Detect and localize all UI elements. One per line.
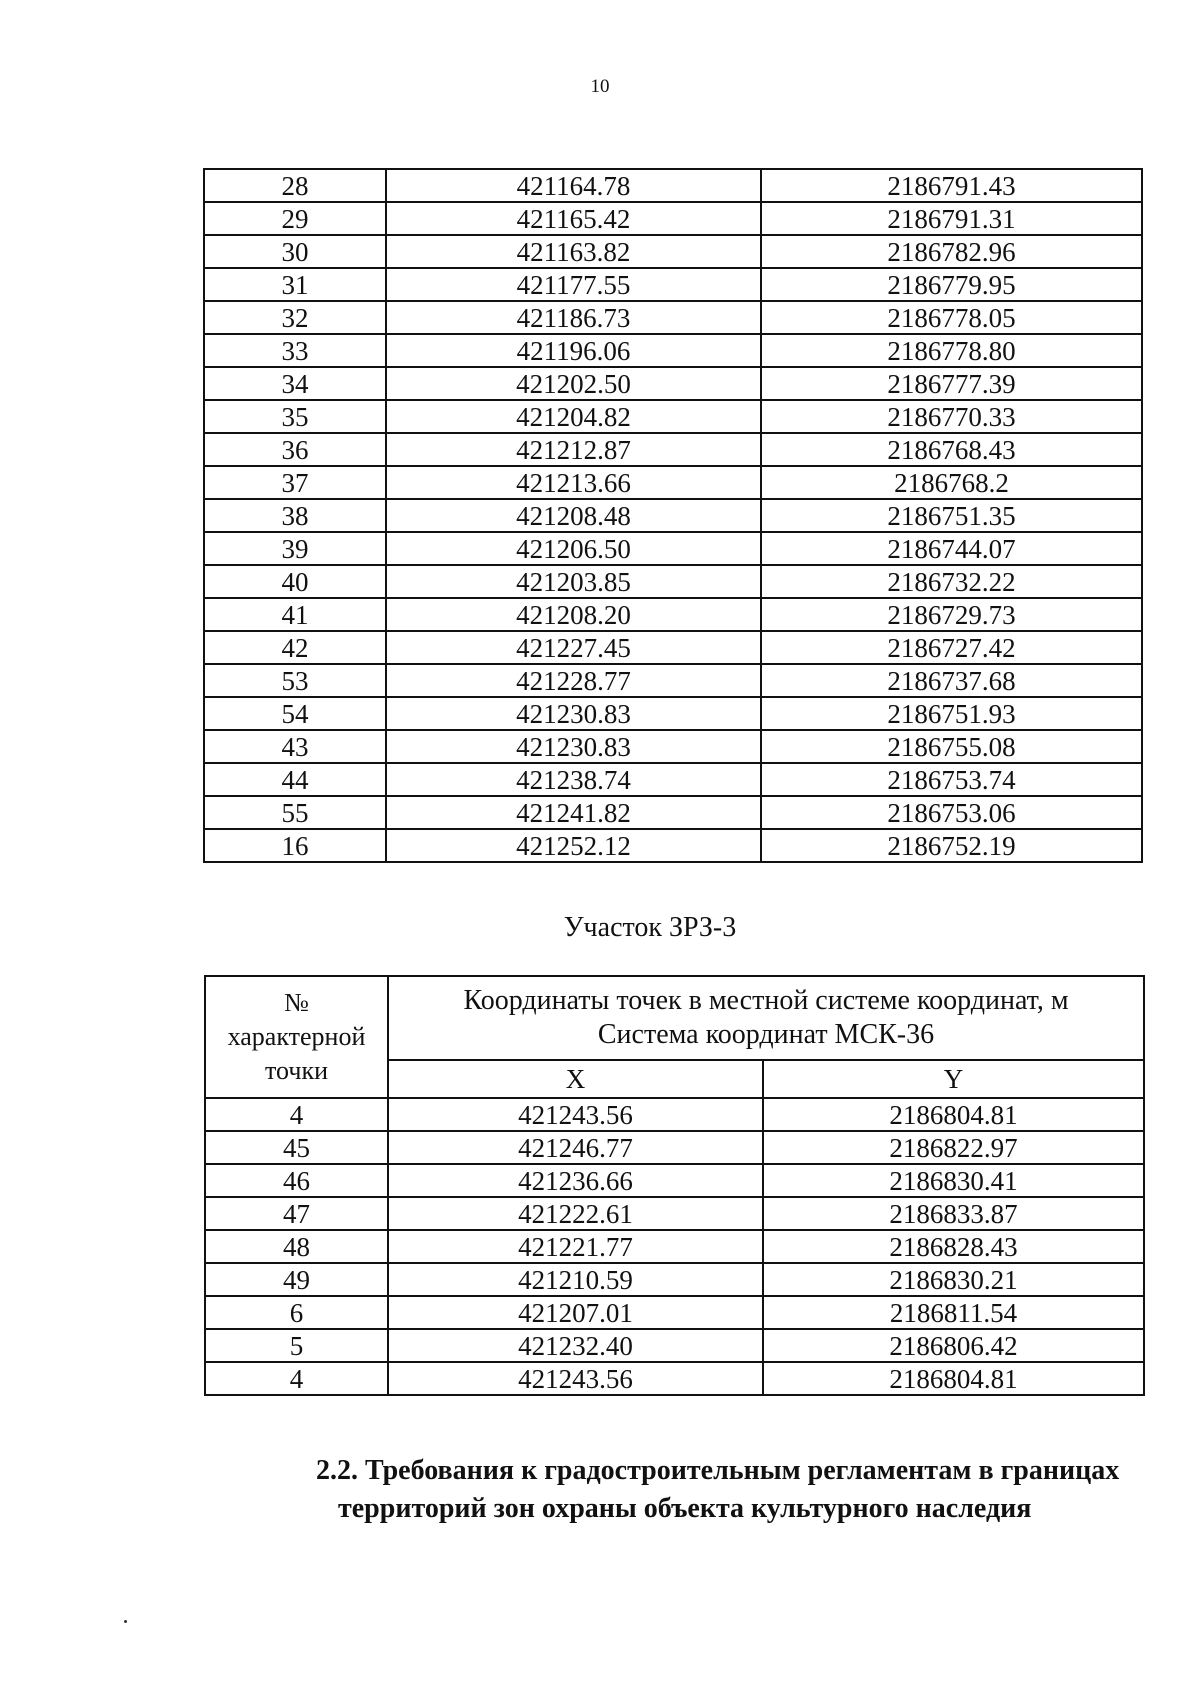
y-coordinate-cell: 2186806.42 bbox=[763, 1329, 1144, 1362]
y-coordinate-cell: 2186777.39 bbox=[761, 367, 1142, 400]
y-coordinate-cell: 2186768.2 bbox=[761, 466, 1142, 499]
point-number-cell: 6 bbox=[205, 1296, 388, 1329]
x-coordinate-cell: 421238.74 bbox=[386, 763, 761, 796]
point-number-cell: 28 bbox=[204, 169, 386, 202]
x-coordinate-cell: 421203.85 bbox=[386, 565, 761, 598]
point-number-cell: 45 bbox=[205, 1131, 388, 1164]
y-coordinate-cell: 2186770.33 bbox=[761, 400, 1142, 433]
table-row bbox=[204, 697, 1142, 730]
table-row bbox=[204, 334, 1142, 367]
point-number-cell: 47 bbox=[205, 1197, 388, 1230]
point-number-cell: 30 bbox=[204, 235, 386, 268]
x-coordinate-cell: 421241.82 bbox=[386, 796, 761, 829]
point-number-cell: 32 bbox=[204, 301, 386, 334]
y-coordinate-cell: 2186751.93 bbox=[761, 697, 1142, 730]
x-coordinate-cell: 421208.48 bbox=[386, 499, 761, 532]
x-coordinate-cell: 421213.66 bbox=[386, 466, 761, 499]
coordinates-table-zrz3 bbox=[204, 975, 1145, 1396]
y-coordinate-cell: 2186737.68 bbox=[761, 664, 1142, 697]
y-coordinate-cell: 2186768.43 bbox=[761, 433, 1142, 466]
y-coordinate-cell: 2186791.31 bbox=[761, 202, 1142, 235]
table-row bbox=[205, 1329, 1144, 1362]
x-coordinate-cell: 421252.12 bbox=[386, 829, 761, 862]
point-number-cell: 36 bbox=[204, 433, 386, 466]
y-coordinate-cell: 2186752.19 bbox=[761, 829, 1142, 862]
table-row bbox=[204, 730, 1142, 763]
table-row bbox=[205, 1296, 1144, 1329]
x-coordinate-cell: 421208.20 bbox=[386, 598, 761, 631]
header-point-number bbox=[205, 976, 388, 1098]
table-row bbox=[204, 664, 1142, 697]
x-coordinate-cell: 421177.55 bbox=[386, 268, 761, 301]
x-coordinate-cell: 421163.82 bbox=[386, 235, 761, 268]
point-number-cell: 38 bbox=[204, 499, 386, 532]
x-coordinate-cell: 421230.83 bbox=[386, 730, 761, 763]
y-coordinate-cell: 2186804.81 bbox=[763, 1098, 1144, 1131]
point-number-cell: 55 bbox=[204, 796, 386, 829]
x-coordinate-cell: 421246.77 bbox=[388, 1131, 763, 1164]
table-row bbox=[204, 169, 1142, 202]
x-coordinate-cell: 421207.01 bbox=[388, 1296, 763, 1329]
y-coordinate-cell: 2186778.80 bbox=[761, 334, 1142, 367]
table-row bbox=[204, 400, 1142, 433]
y-coordinate-cell: 2186779.95 bbox=[761, 268, 1142, 301]
table-row bbox=[204, 301, 1142, 334]
table-row bbox=[204, 598, 1142, 631]
x-coordinate-cell: 421206.50 bbox=[386, 532, 761, 565]
section-heading-line2: территорий зон охраны объекта культурного наследия bbox=[338, 1493, 1032, 1524]
point-number-cell: 31 bbox=[204, 268, 386, 301]
x-coordinate-cell: 421165.42 bbox=[386, 202, 761, 235]
coordinates-table-body bbox=[204, 169, 1142, 862]
header-coords-line2: Система координат МСК-36 bbox=[597, 1018, 935, 1050]
point-number-cell: 39 bbox=[204, 532, 386, 565]
point-number-cell: 29 bbox=[204, 202, 386, 235]
section-heading-line1: 2.2. Требования к градостроительным регламентам в границах bbox=[316, 1455, 1120, 1486]
y-coordinate-cell: 2186828.43 bbox=[763, 1230, 1144, 1263]
point-number-cell: 4 bbox=[205, 1362, 388, 1395]
y-coordinate-cell: 2186782.96 bbox=[761, 235, 1142, 268]
point-number-cell: 46 bbox=[205, 1164, 388, 1197]
header-num-word1: характерной bbox=[227, 1022, 366, 1051]
point-number-cell: 5 bbox=[205, 1329, 388, 1362]
y-coordinate-cell: 2186778.05 bbox=[761, 301, 1142, 334]
x-coordinate-cell: 421202.50 bbox=[386, 367, 761, 400]
point-number-cell: 43 bbox=[204, 730, 386, 763]
table-row bbox=[204, 565, 1142, 598]
point-number-cell: 54 bbox=[204, 697, 386, 730]
y-coordinate-cell: 2186744.07 bbox=[761, 532, 1142, 565]
point-number-cell: 49 bbox=[205, 1263, 388, 1296]
table-row bbox=[204, 499, 1142, 532]
y-coordinate-cell: 2186830.41 bbox=[763, 1164, 1144, 1197]
y-coordinate-cell: 2186755.08 bbox=[761, 730, 1142, 763]
table-row bbox=[204, 796, 1142, 829]
y-coordinate-cell: 2186830.21 bbox=[763, 1263, 1144, 1296]
point-number-cell: 16 bbox=[204, 829, 386, 862]
point-number-cell: 40 bbox=[204, 565, 386, 598]
y-coordinate-cell: 2186822.97 bbox=[763, 1131, 1144, 1164]
table-row bbox=[204, 367, 1142, 400]
table-row bbox=[204, 268, 1142, 301]
y-coordinate-cell: 2186791.43 bbox=[761, 169, 1142, 202]
x-coordinate-cell: 421236.66 bbox=[388, 1164, 763, 1197]
header-num-symbol: № bbox=[284, 988, 309, 1017]
header-coordinates bbox=[388, 976, 1144, 1060]
y-coordinate-cell: 2186732.22 bbox=[761, 565, 1142, 598]
x-coordinate-cell: 421164.78 bbox=[386, 169, 761, 202]
table-row bbox=[204, 466, 1142, 499]
point-number-cell: 41 bbox=[204, 598, 386, 631]
table-row bbox=[205, 1230, 1144, 1263]
coordinates-table-zrz3-body bbox=[205, 1098, 1144, 1395]
page-number: 10 bbox=[590, 76, 610, 97]
table-row bbox=[205, 1164, 1144, 1197]
stray-mark bbox=[124, 1620, 127, 1623]
x-coordinate-cell: 421222.61 bbox=[388, 1197, 763, 1230]
x-coordinate-cell: 421227.45 bbox=[386, 631, 761, 664]
point-number-cell: 53 bbox=[204, 664, 386, 697]
point-number-cell: 37 bbox=[204, 466, 386, 499]
x-coordinate-cell: 421243.56 bbox=[388, 1362, 763, 1395]
table-row bbox=[204, 631, 1142, 664]
x-coordinate-cell: 421186.73 bbox=[386, 301, 761, 334]
y-coordinate-cell: 2186751.35 bbox=[761, 499, 1142, 532]
point-number-cell: 34 bbox=[204, 367, 386, 400]
header-x: X bbox=[388, 1060, 763, 1098]
x-coordinate-cell: 421230.83 bbox=[386, 697, 761, 730]
point-number-cell: 42 bbox=[204, 631, 386, 664]
table-row bbox=[205, 1098, 1144, 1131]
y-coordinate-cell: 2186833.87 bbox=[763, 1197, 1144, 1230]
x-coordinate-cell: 421204.82 bbox=[386, 400, 761, 433]
x-coordinate-cell: 421228.77 bbox=[386, 664, 761, 697]
y-coordinate-cell: 2186753.74 bbox=[761, 763, 1142, 796]
table-row bbox=[204, 433, 1142, 466]
point-number-cell: 35 bbox=[204, 400, 386, 433]
x-coordinate-cell: 421221.77 bbox=[388, 1230, 763, 1263]
header-num-word2: точки bbox=[265, 1056, 328, 1085]
y-coordinate-cell: 2186804.81 bbox=[763, 1362, 1144, 1395]
table-row bbox=[205, 1263, 1144, 1296]
table-row bbox=[204, 202, 1142, 235]
section-title: Участок ЗРЗ-3 bbox=[563, 912, 737, 943]
table-row bbox=[205, 1131, 1144, 1164]
header-y: Y bbox=[763, 1060, 1144, 1098]
point-number-cell: 48 bbox=[205, 1230, 388, 1263]
section-heading bbox=[316, 1452, 1176, 1528]
coordinates-table-continued bbox=[203, 168, 1143, 863]
table-row bbox=[204, 763, 1142, 796]
table-row bbox=[205, 1362, 1144, 1395]
table-row bbox=[205, 1197, 1144, 1230]
y-coordinate-cell: 2186811.54 bbox=[763, 1296, 1144, 1329]
x-coordinate-cell: 421232.40 bbox=[388, 1329, 763, 1362]
x-coordinate-cell: 421196.06 bbox=[386, 334, 761, 367]
point-number-cell: 33 bbox=[204, 334, 386, 367]
y-coordinate-cell: 2186729.73 bbox=[761, 598, 1142, 631]
header-coords-line1: Координаты точек в местной системе координат, м bbox=[463, 984, 1069, 1016]
y-coordinate-cell: 2186727.42 bbox=[761, 631, 1142, 664]
point-number-cell: 44 bbox=[204, 763, 386, 796]
x-coordinate-cell: 421212.87 bbox=[386, 433, 761, 466]
table-row bbox=[204, 235, 1142, 268]
table-row bbox=[204, 829, 1142, 862]
y-coordinate-cell: 2186753.06 bbox=[761, 796, 1142, 829]
table-row bbox=[204, 532, 1142, 565]
x-coordinate-cell: 421210.59 bbox=[388, 1263, 763, 1296]
x-coordinate-cell: 421243.56 bbox=[388, 1098, 763, 1131]
point-number-cell: 4 bbox=[205, 1098, 388, 1131]
